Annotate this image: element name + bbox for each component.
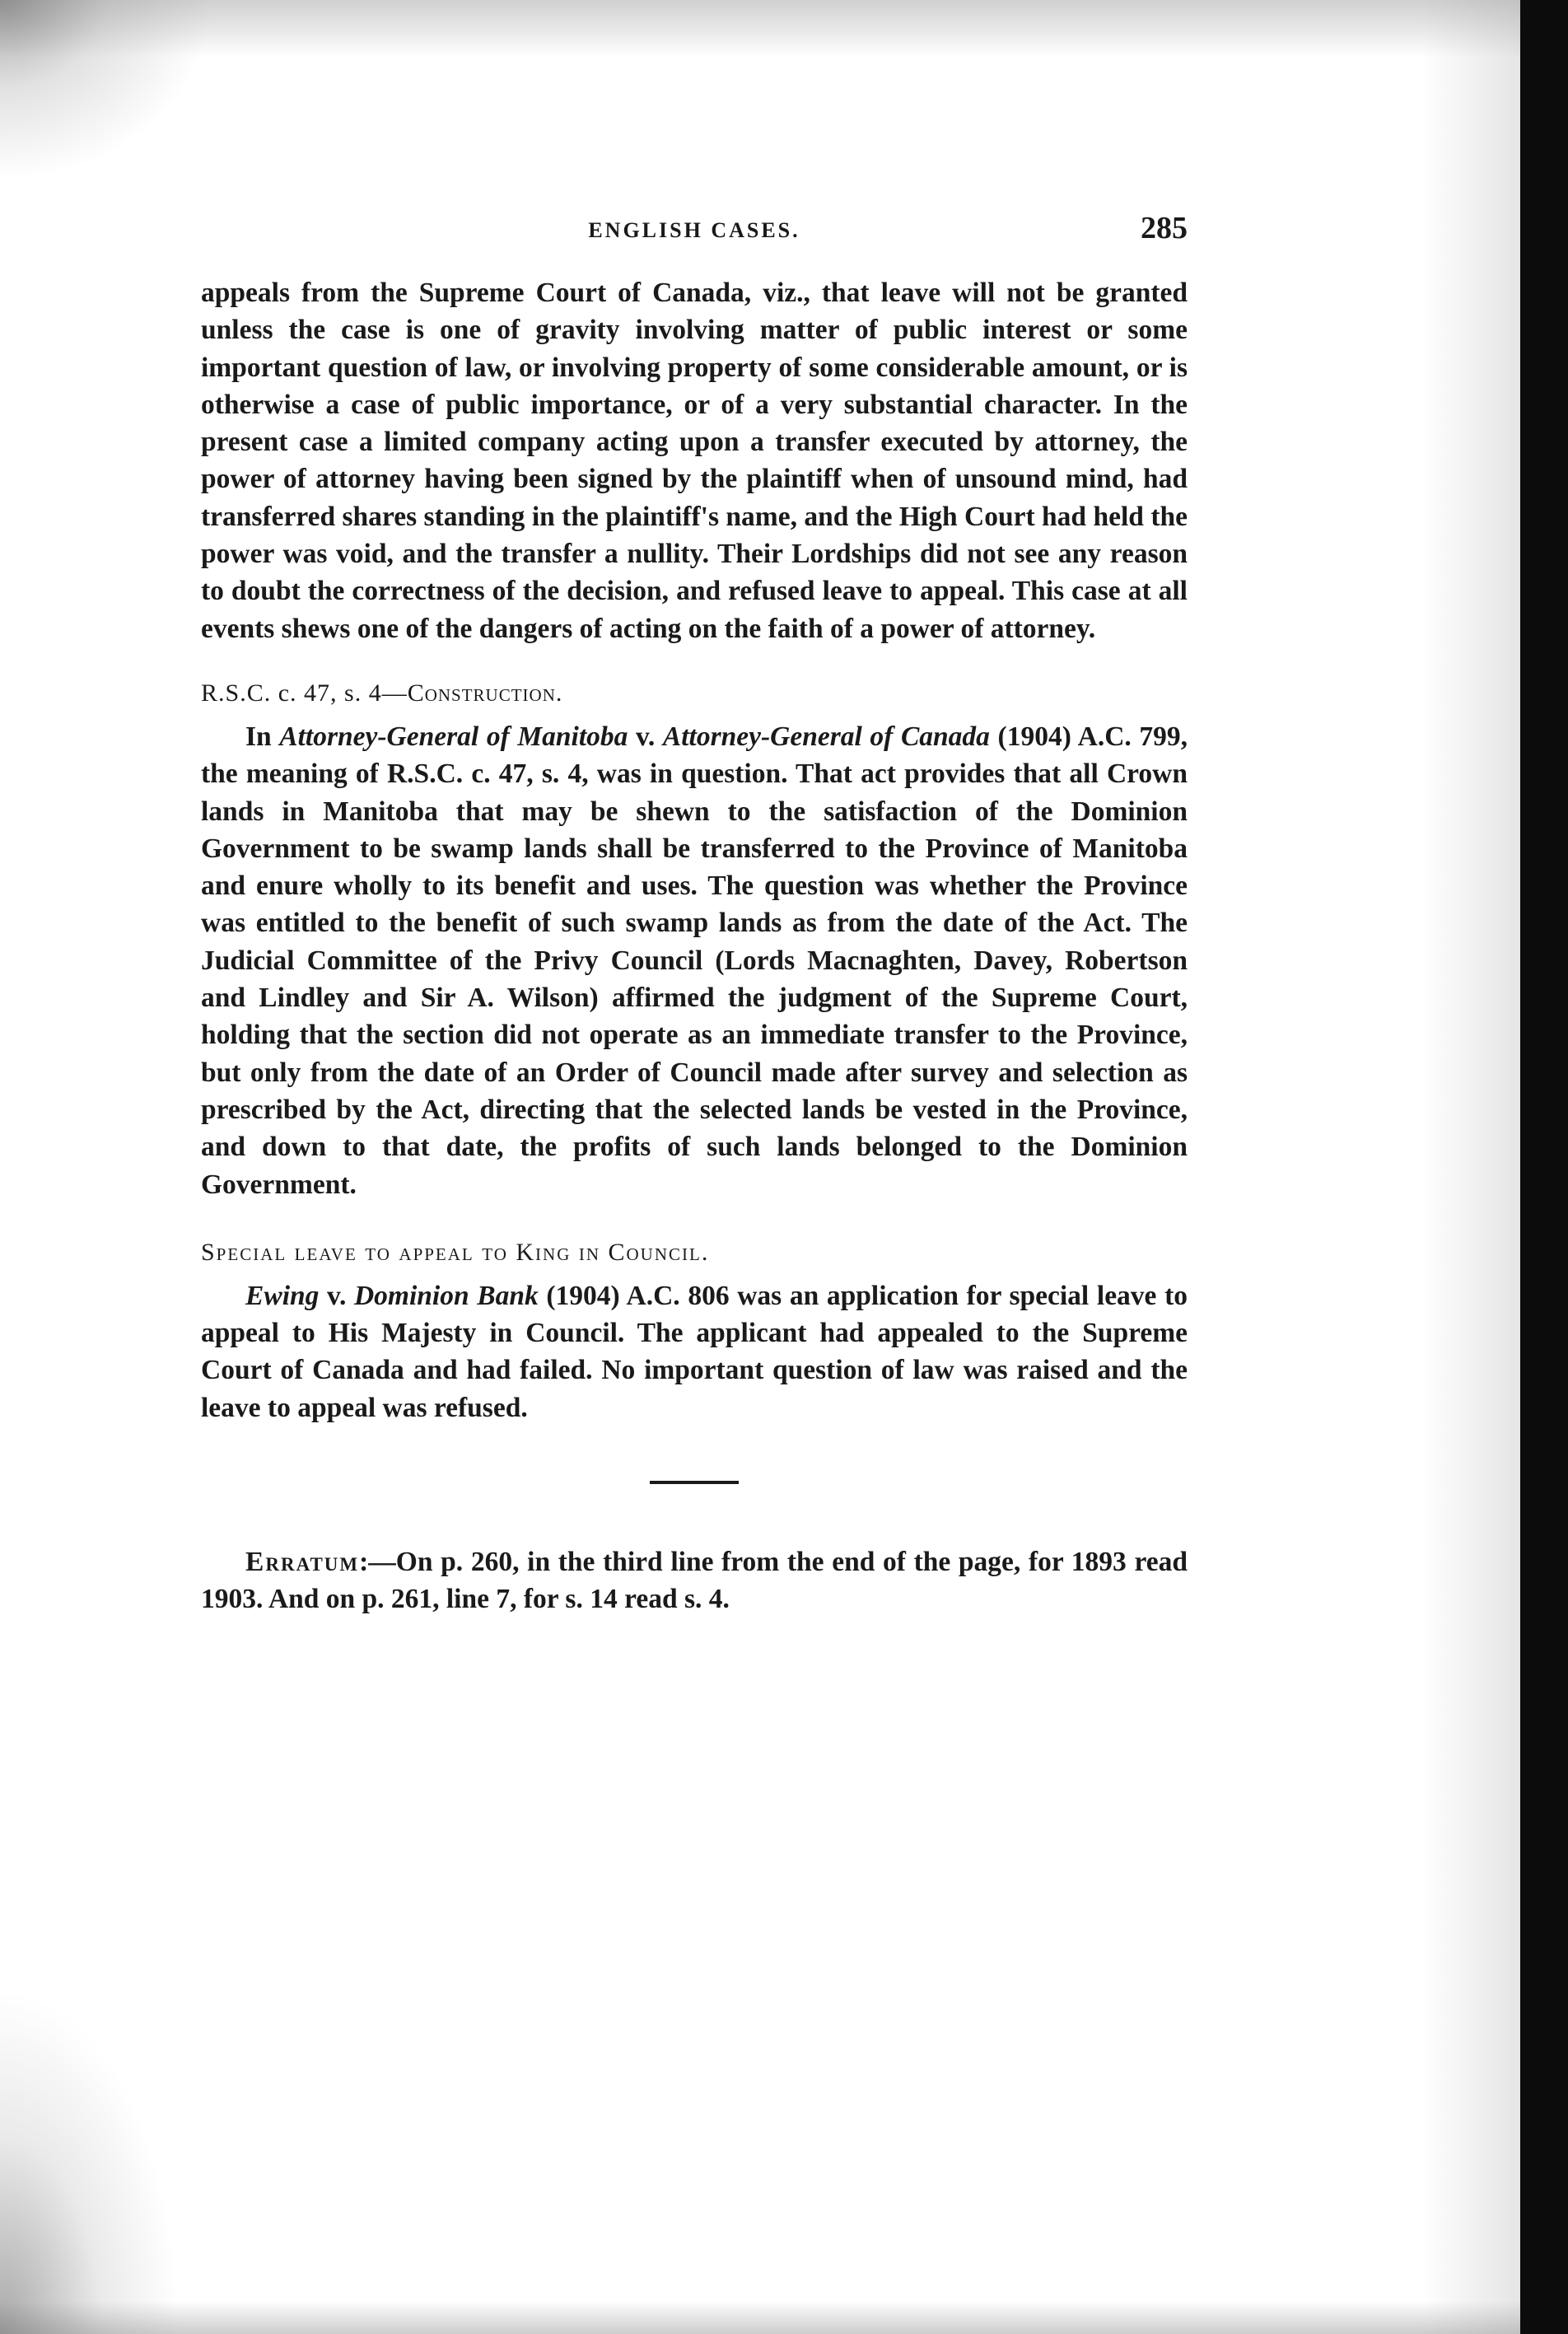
scan-shadow-bottom-left xyxy=(0,1988,181,2334)
case-name-dominion-bank: Dominion Bank xyxy=(353,1280,539,1311)
construction-paragraph xyxy=(201,718,1188,1203)
intro-paragraph: appeals from the Supreme Court of Canada, viz., that leave will not be granted unless the case is one of gravity involving matter of public interest or some important question of law, or involving property of some considerable amount, or is otherwise a case of public importance, or of a very substantial character. In the present case a limited company acting upon a transfer executed by attorney, the power of attorney having been signed by the plaintiff when of unsound mind, had transferred shares standing in the plaintiff's name, and the High Court had held the power was void, and the transfer a nullity. Their Lordships did not see any reason to doubt the correctness of the decision, and refused leave to appeal. This case at all events shews one of the dangers of acting on the faith of a power of attorney. xyxy=(201,278,1188,644)
case-name-party-2: Attorney-General of Canada xyxy=(662,721,990,752)
case-lead-text: In xyxy=(245,721,280,752)
running-title: ENGLISH CASES. xyxy=(588,218,800,242)
heading-construction-title: Construction. xyxy=(407,679,563,707)
scan-shadow-right xyxy=(1421,0,1520,2334)
heading-statute-reference: R.S.C. c. 47, s. 4— xyxy=(201,679,408,707)
section-divider-rule xyxy=(650,1481,739,1484)
special-leave-paragraph xyxy=(201,1277,1188,1426)
scan-shadow-bottom xyxy=(0,2301,1520,2334)
scan-shadow-top-left xyxy=(0,0,214,181)
running-head xyxy=(201,210,1188,256)
section-heading-special-leave: Special leave to appeal to King in Council. xyxy=(201,1238,710,1266)
scan-shadow-top xyxy=(0,0,1520,58)
page-number: 285 xyxy=(1141,211,1188,245)
construction-body-text: (1904) A.C. 799, the meaning of R.S.C. c. 47, s. 4, was in question. That act provides that all Crown lands in Manitoba that may be shewn to the satisfaction of the Dominion Government to be swamp lands shall be transferred to the Province of Manitoba and enure wholly to its benefit and uses. The question was whether the Province was entitled to the benefit of such swamp lands as from the date of the Act. The Judicial Committee of the Privy Council (Lords Macnaghten, Davey, Robertson and Lindley and Sir A. Wilson) affirmed the judgment of the Supreme Court, holding that the section did not operate as an immediate transfer to the Province, but only from the date of an Order of Council made after survey and selection as prescribed by the Act, directing that the selected lands be vested in the Province, and down to that date, the profits of such lands belonged to the Dominion Government. xyxy=(201,721,1188,1200)
erratum-text: :—On p. 260, in the third line from the end of the page, for 1893 read 1903. And on p. 261, line 7, for s. 14 read s. 4. xyxy=(201,1547,1188,1615)
section-heading-construction xyxy=(201,675,1188,712)
case-name-ewing: Ewing xyxy=(245,1280,320,1311)
case-versus-2: v. xyxy=(319,1280,354,1311)
special-leave-body-text: (1904) A.C. 806 was an application for special leave to appeal to His Majesty in Council. The applicant had appealed to the Supreme Court of Canada and had failed. No important question of law was raised and the leave to appeal was refused. xyxy=(201,1280,1188,1423)
book-page xyxy=(201,210,1188,1618)
case-name-party-1: Attorney-General of Manitoba xyxy=(279,721,628,752)
erratum-label: Erratum xyxy=(245,1547,360,1578)
scan-binding-edge xyxy=(1520,0,1568,2334)
erratum-paragraph xyxy=(201,1543,1188,1618)
case-versus: v. xyxy=(628,721,663,752)
